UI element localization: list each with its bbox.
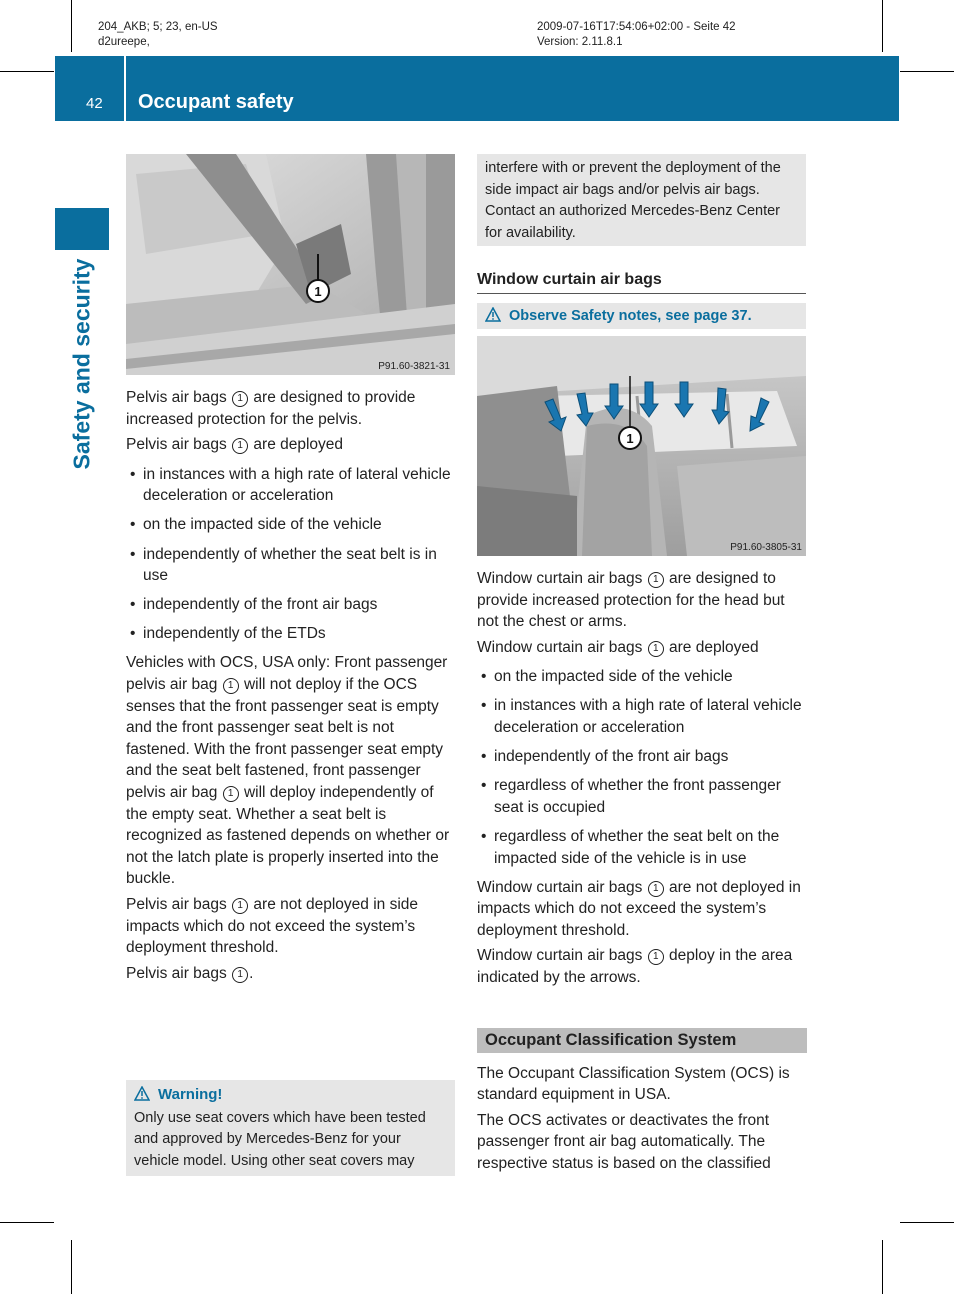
paragraph <box>477 877 807 942</box>
text: Pelvis air bags <box>126 964 232 982</box>
text: Pelvis air bags <box>126 436 232 454</box>
callout-symbol: 1 <box>648 572 664 588</box>
continued-warning-text: interfere with or prevent the deployment of the side impact air bags and/or pelvis air bags. Contact an authorized Mercedes-Benz Center for availability. <box>485 160 781 241</box>
text: Window curtain air bags <box>477 947 647 965</box>
crop-mark <box>71 0 72 52</box>
observe-note <box>477 303 806 330</box>
page-number: 42 <box>86 95 103 112</box>
print-meta-right <box>537 20 736 50</box>
callout-symbol: 1 <box>232 438 248 454</box>
meta-line: d2ureepe, <box>98 36 150 48</box>
meta-line: 2009-07-16T17:54:06+02:00 - Seite 42 <box>537 21 736 33</box>
image-code: P91.60-3805-31 <box>730 542 802 553</box>
paragraph <box>126 434 456 456</box>
callout-symbol: 1 <box>648 881 664 897</box>
text: deploy in the area indicated by the arrows. <box>477 947 793 986</box>
car-interior-illustration <box>477 336 806 556</box>
warning-triangle-icon <box>485 307 501 322</box>
side-tab-marker <box>55 208 109 250</box>
crop-mark <box>882 0 883 52</box>
text: will deploy independently of the empty seat. Whether a seat belt is recognized as fastened depends on whether or not the latch plate is properly inserted into the buckle. <box>126 784 450 888</box>
text: Vehicles with OCS, USA only: Front passenger pelvis air bag <box>126 654 448 694</box>
crop-mark <box>71 1240 72 1294</box>
callout-symbol: 1 <box>232 967 248 983</box>
list-item: • in instances with a high rate of lateral vehicle deceleration or acceleration <box>126 464 456 507</box>
paragraph <box>126 652 456 890</box>
list-item: • regardless of whether the front passenger seat is occupied <box>477 775 807 818</box>
list-item: • independently of the ETDs <box>126 623 456 645</box>
text: Pelvis air bags <box>126 895 232 913</box>
list-item: • on the impacted side of the vehicle <box>126 514 456 536</box>
callout-symbol: 1 <box>223 786 239 802</box>
text: will not deploy if the OCS senses that the front passenger seat is empty and the front passenger seat belt is not fastened. With the front passenger seat empty and the seat belt fastened, front passenger pelvis air bag <box>126 676 444 801</box>
list-item: • in instances with a high rate of lateral vehicle deceleration or acceleration <box>477 695 807 738</box>
observe-note-text[interactable]: Observe Safety notes, see page 37. <box>509 307 752 324</box>
image-code: P91.60-3821-31 <box>378 361 450 372</box>
callout-number: 1 <box>314 284 322 299</box>
crop-mark <box>0 1222 54 1223</box>
bullet-list <box>126 464 456 645</box>
callout-symbol: 1 <box>232 391 248 407</box>
crop-mark <box>900 1222 954 1223</box>
side-tab-label: Safety and security <box>68 258 95 470</box>
subheading-window-curtain: Window curtain air bags <box>477 269 806 294</box>
list-item: • independently of whether the seat belt is in use <box>126 544 456 587</box>
callout-symbol: 1 <box>232 898 248 914</box>
ocs-section <box>477 1028 807 1179</box>
header-divider <box>124 56 126 121</box>
right-column-top <box>477 269 806 329</box>
crop-mark <box>900 71 954 72</box>
left-column <box>126 387 456 988</box>
list-item: • regardless of whether the seat belt on the impacted side of the vehicle is in use <box>477 826 807 869</box>
crop-mark <box>0 71 54 72</box>
pelvis-airbag-photo <box>126 154 455 375</box>
paragraph: The Occupant Classification System (OCS) is standard equipment in USA. <box>477 1064 790 1104</box>
list-item: • independently of the front air bags <box>477 746 807 768</box>
crop-mark <box>882 1240 883 1294</box>
paragraph <box>477 945 807 988</box>
text: are deployed <box>664 638 759 656</box>
paragraph <box>477 568 807 633</box>
meta-line: 204_AKB; 5; 23, en-US <box>98 21 218 33</box>
callout-symbol: 1 <box>648 949 664 965</box>
print-meta-left <box>98 20 218 50</box>
warning-title: Warning! <box>158 1086 223 1103</box>
text: Window curtain air bags <box>477 878 647 896</box>
warning-title-row <box>134 1084 447 1106</box>
warning-box <box>126 1080 455 1176</box>
text: are designed to provide increased protection for the pelvis. <box>126 389 416 428</box>
seat-illustration <box>126 154 455 375</box>
right-column-body <box>477 568 807 993</box>
text: are deployed <box>249 436 344 454</box>
continued-warning-box <box>477 154 806 246</box>
callout-symbol: 1 <box>648 641 664 657</box>
text: are designed to provide increased protection for the head but not the chest or arms. <box>477 570 785 631</box>
text: Pelvis air bags <box>126 389 232 406</box>
paragraph <box>126 894 456 959</box>
paragraph <box>126 963 456 985</box>
paragraph: The OCS activates or deactivates the front passenger front air bag automatically. The respective status is based on the classified <box>477 1111 771 1172</box>
text: . <box>249 964 254 982</box>
section-title: Occupant safety <box>138 91 294 113</box>
text: are not deployed in side impacts which do not exceed the system’s deployment threshold. <box>126 895 419 957</box>
callout-number: 1 <box>626 431 634 446</box>
text: are not deployed in impacts which do not exceed the system’s deployment threshold. <box>477 878 801 939</box>
list-item: • on the impacted side of the vehicle <box>477 666 807 688</box>
ocs-heading: Occupant Classification System <box>477 1028 807 1053</box>
bullet-list <box>477 666 807 869</box>
list-item: • independently of the front air bags <box>126 594 456 616</box>
text: Window curtain air bags <box>477 638 647 656</box>
text: Window curtain air bags <box>477 570 647 587</box>
callout-symbol: 1 <box>223 678 239 694</box>
warning-text: Only use seat covers which have been tested and approved by Mercedes-Benz for your vehicle model. Using other seat covers may <box>134 1109 426 1169</box>
window-curtain-airbag-photo <box>477 336 806 556</box>
paragraph <box>477 637 807 659</box>
meta-line: Version: 2.11.8.1 <box>537 36 623 48</box>
warning-triangle-icon <box>134 1086 150 1101</box>
paragraph <box>126 387 456 430</box>
